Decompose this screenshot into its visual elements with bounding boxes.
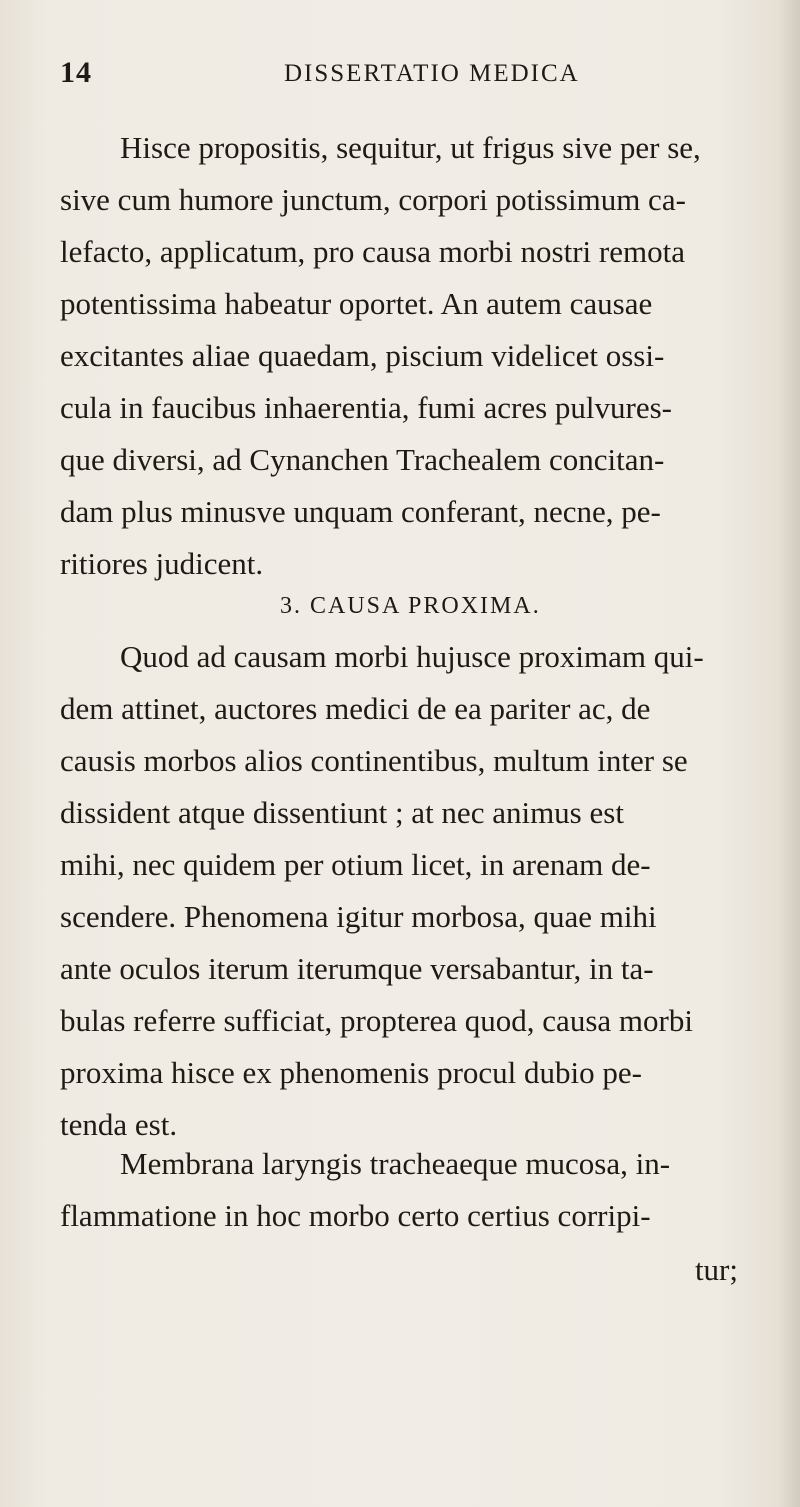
- text-line: proxima hisce ex phenomenis procul dubio pe-: [60, 1055, 642, 1090]
- running-head: [0, 56, 800, 96]
- catchword: tur;: [694, 1252, 738, 1287]
- running-title: DISSERTATIO MEDICA: [284, 60, 580, 87]
- text-line: dissident atque dissentiunt ; at nec animus est: [60, 795, 624, 830]
- text-line: lefacto, applicatum, pro causa morbi nostri remota: [60, 234, 685, 269]
- text-line: Membrana laryngis tracheaeque mucosa, in-: [120, 1146, 671, 1181]
- text-line: dem attinet, auctores medici de ea pariter ac, de: [60, 691, 651, 726]
- text-line: bulas referre sufficiat, propterea quod, causa morbi: [60, 1003, 693, 1038]
- text-line: Quod ad causam morbi hujusce proximam qui-: [120, 639, 704, 674]
- text-line: mihi, nec quidem per otium licet, in arenam de-: [60, 847, 651, 882]
- text-line: Hisce propositis, sequitur, ut frigus sive per se,: [120, 130, 701, 165]
- text-line: dam plus minusve unquam conferant, necne, pe-: [60, 494, 661, 529]
- text-line: ante oculos iterum iterumque versabantur, in ta-: [60, 951, 654, 986]
- text-line: scendere. Phenomena igitur morbosa, quae mihi: [60, 899, 657, 934]
- section-heading: 3. CAUSA PROXIMA.: [280, 593, 541, 619]
- page-edge-shadow: [778, 0, 800, 1507]
- page-number: 14: [60, 56, 92, 89]
- text-line: ritiores judicent.: [60, 546, 264, 581]
- text-line: causis morbos alios continentibus, multum inter se: [60, 743, 688, 778]
- text-line: potentissima habeatur oportet. An autem causae: [60, 286, 653, 321]
- text-line: excitantes aliae quaedam, piscium videlicet ossi-: [60, 338, 665, 373]
- text-line: que diversi, ad Cynanchen Trachealem concitan-: [60, 442, 665, 477]
- text-line: tenda est.: [60, 1107, 178, 1142]
- text-line: cula in faucibus inhaerentia, fumi acres pulvures-: [60, 390, 673, 425]
- text-line: flammatione in hoc morbo certo certius corripi-: [60, 1198, 651, 1233]
- text-line: sive cum humore junctum, corpori potissimum ca-: [60, 182, 686, 217]
